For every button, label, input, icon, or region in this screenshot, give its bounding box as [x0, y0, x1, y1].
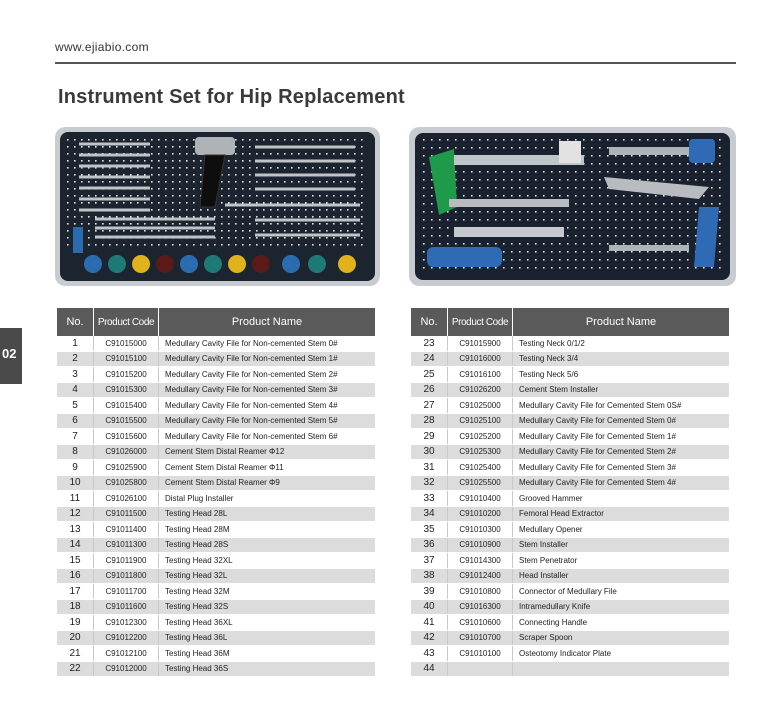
cell-no: 43 [411, 646, 448, 662]
table-row [411, 336, 729, 351]
cell-no: 18 [57, 599, 94, 615]
table-row [411, 553, 729, 569]
cell-product-code: C91012200 [94, 630, 159, 646]
cell-no: 24 [411, 351, 448, 367]
cell-product-code: C91010700 [448, 630, 513, 646]
table-row [411, 506, 729, 522]
cell-no: 21 [57, 646, 94, 662]
cell-no: 37 [411, 553, 448, 569]
table-row [411, 584, 729, 600]
table-row [57, 661, 375, 677]
table-row [57, 413, 375, 429]
table-row [57, 475, 375, 491]
cell-product-code: C91011600 [94, 599, 159, 615]
cell-no: 26 [411, 382, 448, 398]
table-row [411, 460, 729, 476]
cell-product-code: C91026100 [94, 491, 159, 507]
cell-no: 2 [57, 351, 94, 367]
cell-product-code: C91011300 [94, 537, 159, 553]
cell-product-code: C91025100 [448, 413, 513, 429]
cell-no: 44 [411, 661, 448, 677]
table-row [411, 413, 729, 429]
cell-no: 41 [411, 615, 448, 631]
cell-product-name: Cement Stem Distal Reamer Φ9 [159, 475, 376, 491]
cell-product-name: Medullary Opener [513, 522, 730, 538]
cell-product-code: C91010100 [448, 646, 513, 662]
cell-product-name: Testing Head 36XL [159, 615, 376, 631]
cell-product-code: C91015900 [448, 336, 513, 351]
table-row [411, 522, 729, 538]
instrument-tray-right-photo [409, 127, 736, 286]
cell-product-code: C91014300 [448, 553, 513, 569]
cell-product-code: C91025800 [94, 475, 159, 491]
page-title: Instrument Set for Hip Replacement [58, 86, 405, 108]
table-row [57, 429, 375, 445]
column-header-name: Product Name [513, 308, 730, 336]
cell-product-code: C91012400 [448, 568, 513, 584]
cell-no: 36 [411, 537, 448, 553]
table-row [411, 491, 729, 507]
cell-product-code: C91015600 [94, 429, 159, 445]
table-row [411, 537, 729, 553]
cell-product-code: C91015300 [94, 382, 159, 398]
cell-no: 19 [57, 615, 94, 631]
cell-product-name: Medullary Cavity File for Non-cemented Stem 5# [159, 413, 376, 429]
cell-no: 12 [57, 506, 94, 522]
cell-no: 32 [411, 475, 448, 491]
cell-product-code [448, 661, 513, 677]
table-row [411, 661, 729, 677]
cell-product-code: C91011500 [94, 506, 159, 522]
cell-product-name: Testing Head 32M [159, 584, 376, 600]
table-row [411, 615, 729, 631]
cell-product-code: C91010400 [448, 491, 513, 507]
cell-product-code: C91016300 [448, 599, 513, 615]
table-row [411, 568, 729, 584]
cell-product-name: Medullary Cavity File for Non-cemented Stem 0# [159, 336, 376, 351]
table-row [57, 491, 375, 507]
table-row [57, 630, 375, 646]
cell-no: 42 [411, 630, 448, 646]
table-row [57, 522, 375, 538]
cell-product-name: Medullary Cavity File for Non-cemented Stem 1# [159, 351, 376, 367]
cell-no: 33 [411, 491, 448, 507]
cell-product-name: Medullary Cavity File for Non-cemented Stem 4# [159, 398, 376, 414]
cell-product-code: C91010900 [448, 537, 513, 553]
table-row [57, 615, 375, 631]
cell-product-name: Osteotomy Indicator Plate [513, 646, 730, 662]
cell-product-name: Distal Plug Installer [159, 491, 376, 507]
cell-product-name: Femoral Head Extractor [513, 506, 730, 522]
column-header-code: Product Code [448, 308, 513, 336]
cell-product-name: Medullary Cavity File for Cemented Stem 0# [513, 413, 730, 429]
cell-product-name: Testing Head 28M [159, 522, 376, 538]
cell-product-name: Cement Stem Distal Reamer Φ11 [159, 460, 376, 476]
cell-product-name: Medullary Cavity File for Cemented Stem 0S# [513, 398, 730, 414]
product-table-right [411, 308, 729, 677]
cell-no: 14 [57, 537, 94, 553]
table-header-row [411, 308, 729, 336]
column-header-no: No. [57, 308, 94, 336]
cell-no: 8 [57, 444, 94, 460]
cell-product-name: Testing Neck 0/1/2 [513, 336, 730, 351]
cell-no: 22 [57, 661, 94, 677]
cell-product-code: C91016100 [448, 367, 513, 383]
column-header-no: No. [411, 308, 448, 336]
table-row [57, 460, 375, 476]
website-url[interactable]: www.ejiabio.com [55, 40, 149, 54]
cell-product-name: Testing Head 32L [159, 568, 376, 584]
cell-no: 23 [411, 336, 448, 351]
cell-product-name [513, 661, 730, 677]
table-row [411, 367, 729, 383]
table-row [57, 398, 375, 414]
cell-product-code: C91026000 [94, 444, 159, 460]
column-header-name: Product Name [159, 308, 376, 336]
cell-product-code: C91010800 [448, 584, 513, 600]
cell-no: 20 [57, 630, 94, 646]
cell-no: 6 [57, 413, 94, 429]
cell-product-name: Medullary Cavity File for Cemented Stem 3# [513, 460, 730, 476]
cell-product-code: C91010200 [448, 506, 513, 522]
table-row [411, 646, 729, 662]
cell-product-code: C91025900 [94, 460, 159, 476]
table-row [57, 599, 375, 615]
cell-product-name: Testing Head 36L [159, 630, 376, 646]
cell-no: 11 [57, 491, 94, 507]
table-row [57, 444, 375, 460]
cell-no: 34 [411, 506, 448, 522]
cell-product-code: C91010600 [448, 615, 513, 631]
cell-no: 4 [57, 382, 94, 398]
cell-no: 9 [57, 460, 94, 476]
cell-product-name: Testing Head 32S [159, 599, 376, 615]
table-row [57, 336, 375, 351]
cell-product-name: Grooved Hammer [513, 491, 730, 507]
cell-product-code: C91012000 [94, 661, 159, 677]
cell-product-name: Connector of Medullary File [513, 584, 730, 600]
cell-product-code: C91025300 [448, 444, 513, 460]
cell-product-code: C91016000 [448, 351, 513, 367]
cell-product-code: C91011800 [94, 568, 159, 584]
cell-no: 15 [57, 553, 94, 569]
cell-product-code: C91025500 [448, 475, 513, 491]
table-row [57, 537, 375, 553]
cell-product-name: Testing Head 36S [159, 661, 376, 677]
cell-no: 16 [57, 568, 94, 584]
cell-product-name: Cement Stem Distal Reamer Φ12 [159, 444, 376, 460]
column-header-code: Product Code [94, 308, 159, 336]
cell-no: 35 [411, 522, 448, 538]
cell-product-name: Medullary Cavity File for Non-cemented Stem 2# [159, 367, 376, 383]
table-row [57, 646, 375, 662]
cell-no: 1 [57, 336, 94, 351]
table-row [57, 367, 375, 383]
cell-product-name: Cement Stem Installer [513, 382, 730, 398]
cell-product-code: C91010300 [448, 522, 513, 538]
table-row [57, 553, 375, 569]
table-row [411, 429, 729, 445]
table-row [57, 382, 375, 398]
cell-no: 30 [411, 444, 448, 460]
cell-product-name: Stem Installer [513, 537, 730, 553]
cell-no: 29 [411, 429, 448, 445]
cell-product-name: Medullary Cavity File for Cemented Stem 2# [513, 444, 730, 460]
table-row [411, 398, 729, 414]
cell-no: 28 [411, 413, 448, 429]
cell-product-code: C91012300 [94, 615, 159, 631]
cell-product-code: C91026200 [448, 382, 513, 398]
cell-no: 3 [57, 367, 94, 383]
cell-product-code: C91025400 [448, 460, 513, 476]
cell-product-code: C91015100 [94, 351, 159, 367]
cell-no: 40 [411, 599, 448, 615]
instrument-tray-left-photo [55, 127, 380, 286]
cell-no: 10 [57, 475, 94, 491]
table-row [411, 351, 729, 367]
table-row [57, 584, 375, 600]
cell-product-code: C91015000 [94, 336, 159, 351]
table-row [57, 568, 375, 584]
cell-product-name: Testing Head 28L [159, 506, 376, 522]
cell-product-name: Testing Head 28S [159, 537, 376, 553]
cell-no: 7 [57, 429, 94, 445]
cell-product-name: Stem Penetrator [513, 553, 730, 569]
cell-product-code: C91015200 [94, 367, 159, 383]
cell-product-code: C91015500 [94, 413, 159, 429]
cell-no: 27 [411, 398, 448, 414]
cell-no: 31 [411, 460, 448, 476]
cell-product-name: Connecting Handle [513, 615, 730, 631]
cell-product-code: C91012100 [94, 646, 159, 662]
cell-product-code: C91011700 [94, 584, 159, 600]
cell-product-name: Testing Neck 5/6 [513, 367, 730, 383]
product-table-left [57, 308, 375, 677]
cell-product-code: C91025200 [448, 429, 513, 445]
header-divider [55, 62, 736, 64]
cell-product-code: C91015400 [94, 398, 159, 414]
table-row [411, 444, 729, 460]
cell-no: 38 [411, 568, 448, 584]
cell-product-code: C91011400 [94, 522, 159, 538]
table-row [411, 382, 729, 398]
cell-product-code: C91025000 [448, 398, 513, 414]
cell-product-name: Intramedullary Knife [513, 599, 730, 615]
table-row [57, 506, 375, 522]
cell-no: 17 [57, 584, 94, 600]
cell-no: 25 [411, 367, 448, 383]
table-header-row [57, 308, 375, 336]
cell-product-name: Medullary Cavity File for Cemented Stem 1# [513, 429, 730, 445]
cell-no: 39 [411, 584, 448, 600]
table-row [411, 475, 729, 491]
cell-product-name: Medullary Cavity File for Non-cemented Stem 6# [159, 429, 376, 445]
cell-product-name: Medullary Cavity File for Non-cemented Stem 3# [159, 382, 376, 398]
page-number: 02 [2, 346, 17, 361]
cell-product-code: C91011900 [94, 553, 159, 569]
table-row [411, 630, 729, 646]
cell-no: 5 [57, 398, 94, 414]
cell-product-name: Scraper Spoon [513, 630, 730, 646]
cell-product-name: Testing Head 32XL [159, 553, 376, 569]
cell-product-name: Medullary Cavity File for Cemented Stem 4# [513, 475, 730, 491]
cell-product-name: Head Installer [513, 568, 730, 584]
cell-product-name: Testing Head 36M [159, 646, 376, 662]
cell-no: 13 [57, 522, 94, 538]
table-row [411, 599, 729, 615]
table-row [57, 351, 375, 367]
cell-product-name: Testing Neck 3/4 [513, 351, 730, 367]
